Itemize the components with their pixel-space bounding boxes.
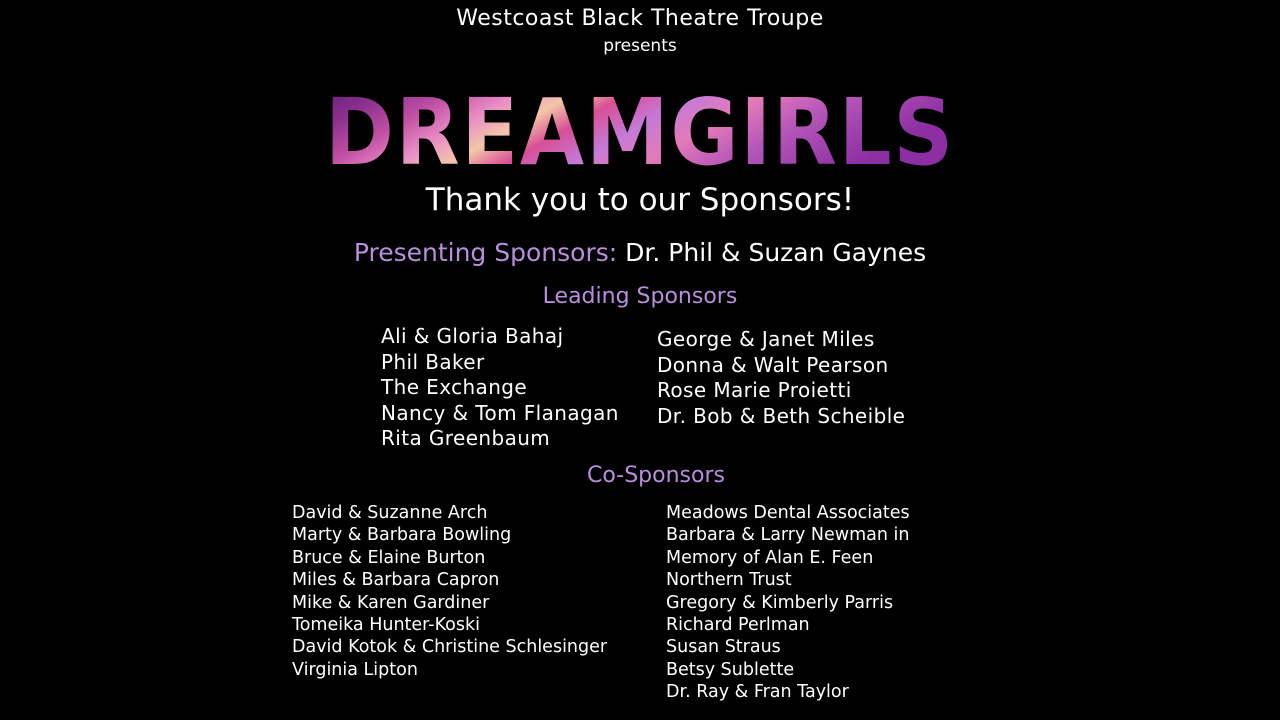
presenting-sponsors-line bbox=[0, 238, 1280, 267]
list-item: Dr. Ray & Fran Taylor bbox=[666, 682, 849, 703]
list-item: Nancy & Tom Flanagan bbox=[381, 400, 619, 425]
leading-sponsors-list-left bbox=[381, 324, 619, 452]
list-item: Mike & Karen Gardiner bbox=[292, 592, 490, 613]
leading-sponsors-heading: Leading Sponsors bbox=[542, 284, 738, 309]
list-item: George & Janet Miles bbox=[657, 327, 875, 351]
list-item: Donna & Walt Pearson bbox=[657, 352, 889, 377]
co-sponsors-list-right bbox=[666, 502, 910, 704]
dreamgirls-logo bbox=[322, 84, 958, 172]
list-item: Memory of Alan E. Feen bbox=[666, 547, 874, 568]
list-item: Barbara & Larry Newman in bbox=[666, 525, 910, 546]
list-item: Dr. Bob & Beth Scheible bbox=[657, 403, 906, 428]
co-sponsors-heading: Co-Sponsors bbox=[587, 463, 725, 488]
list-item: Marty & Barbara Bowling bbox=[292, 525, 512, 546]
list-item: Rose Marie Proietti bbox=[657, 378, 852, 403]
list-item: Miles & Barbara Capron bbox=[292, 570, 500, 591]
list-item: Rita Greenbaum bbox=[381, 426, 551, 451]
presenting-sponsors-names: Dr. Phil & Suzan Gaynes bbox=[625, 238, 927, 267]
list-item: Tomeika Hunter-Koski bbox=[292, 615, 480, 636]
list-item: Betsy Sublette bbox=[666, 659, 795, 680]
list-item: David & Suzanne Arch bbox=[292, 503, 488, 523]
list-item: Susan Straus bbox=[666, 637, 781, 658]
thank-you-heading: Thank you to our Sponsors! bbox=[425, 182, 855, 218]
list-item: Phil Baker bbox=[381, 349, 485, 374]
list-item: Bruce & Elaine Burton bbox=[292, 547, 486, 568]
co-sponsors-list-left bbox=[292, 502, 607, 681]
presenting-sponsors-label: Presenting Sponsors: bbox=[353, 238, 618, 267]
list-item: The Exchange bbox=[381, 375, 528, 400]
troupe-name: Westcoast Black Theatre Troupe bbox=[456, 6, 824, 31]
list-item: Richard Perlman bbox=[666, 615, 810, 636]
logo-text: DREAMGIRLS bbox=[325, 84, 955, 172]
presents-text: presents bbox=[603, 36, 677, 56]
list-item: Virginia Lipton bbox=[292, 659, 418, 680]
leading-sponsors-list-right bbox=[657, 327, 905, 429]
list-item: David Kotok & Christine Schlesinger bbox=[292, 637, 608, 658]
list-item: Ali & Gloria Bahaj bbox=[381, 324, 564, 348]
list-item: Meadows Dental Associates bbox=[666, 503, 910, 523]
list-item: Gregory & Kimberly Parris bbox=[666, 592, 894, 613]
list-item: Northern Trust bbox=[666, 570, 792, 591]
